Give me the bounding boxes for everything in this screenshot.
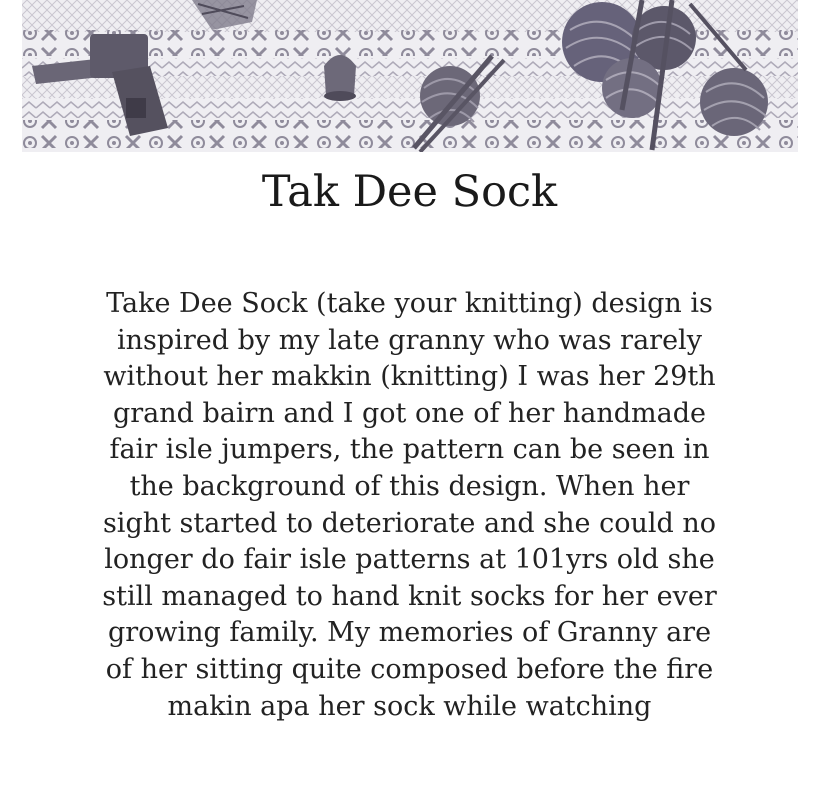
thimble-icon — [324, 55, 356, 101]
paragraph-line: fair isle jumpers, the pattern can be seen in — [109, 434, 710, 466]
fair-isle-banner — [22, 0, 798, 152]
paragraph-line: sight started to deteriorate and she could no — [102, 507, 717, 539]
paragraph-line: inspired by my late granny who was rarely — [117, 324, 702, 356]
paragraph-line: Take Dee Sock (take your knitting) design is — [106, 288, 713, 319]
page-title: Tak Dee Sock — [261, 167, 558, 217]
paragraph-line: longer do fair isle patterns at 101yrs old she — [104, 544, 715, 576]
fair-isle-pattern — [22, 0, 798, 152]
paragraph-line: grand bairn and I got one of her handmade — [112, 397, 707, 429]
description-paragraph — [10, 286, 809, 725]
paragraph-line: still managed to hand knit socks for her ever — [102, 580, 717, 612]
paragraph-line: growing family. My memories of Granny are — [107, 617, 712, 649]
paragraph-line: makin apa her sock while watching — [167, 690, 652, 722]
paragraph-line: without her makkin (knitting) I was her 29th — [103, 361, 716, 393]
paragraph-line: the background of this design. When her — [129, 470, 690, 502]
paragraph-line: of her sitting quite composed before the fire — [105, 653, 714, 685]
